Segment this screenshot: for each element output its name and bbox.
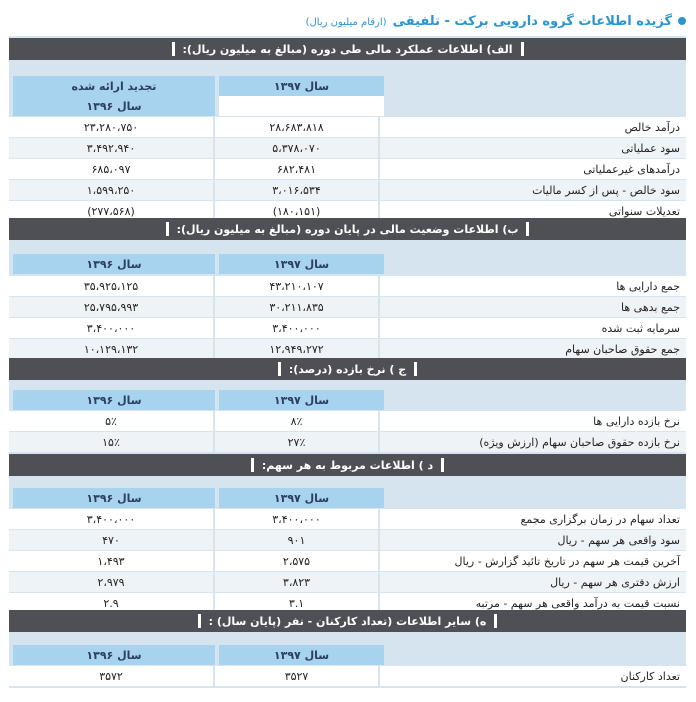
document-title [10,10,686,28]
bar-icon [414,362,417,376]
value-1397: ۹۰۱ [213,530,378,550]
row-label: درآمد خالص [378,117,686,137]
table-row [9,180,686,200]
bar-icon [441,458,444,472]
value-1397: ۳،۴۰۰،۰۰۰ [213,509,378,529]
column-header-1396: سال ۱۳۹۶ [13,254,215,274]
bar-icon [278,362,281,376]
value-1396: ۱،۵۹۹،۲۵۰ [9,180,213,200]
bullet-icon [678,17,686,25]
section-b-header [9,218,686,240]
value-1396: ۳،۴۰۰،۰۰۰ [9,318,213,338]
value-1397: ۳،۸۲۳ [213,572,378,592]
section-d-title: د ) اطلاعات مربوط به هر سهم: [261,458,434,472]
value-1397: ۳۰،۲۱۱،۸۳۵ [213,297,378,317]
table-row [9,509,686,529]
column-header-1397: سال ۱۳۹۷ [219,645,384,665]
column-header-1396: سال ۱۳۹۶ [13,96,215,116]
value-1397: ۳،۴۰۰،۰۰۰ [213,318,378,338]
section-d-header [9,454,686,476]
value-1396: ۵٪ [9,411,213,431]
table-row [9,411,686,431]
table-row [9,297,686,317]
value-1396: ۲۳،۲۸۰،۷۵۰ [9,117,213,137]
section-b-title: ب) اطلاعات وضعیت مالی در پایان دوره (مبالغ به میلیون ریال): [176,222,519,236]
row-label: سود عملیاتی [378,138,686,158]
section-e-header [9,610,686,632]
bar-icon [494,614,497,628]
value-1396: ۱،۴۹۳ [9,551,213,571]
value-1397: ۸٪ [213,411,378,431]
value-1396: ۳۵،۹۲۵،۱۲۵ [9,276,213,296]
row-label: جمع دارایی ها [378,276,686,296]
row-label: جمع بدهی ها [378,297,686,317]
row-label: ارزش دفتری هر سهم - ریال [378,572,686,592]
value-1397: ۴۳،۲۱۰،۱۰۷ [213,276,378,296]
table-row [9,666,686,686]
table-row [9,276,686,296]
row-label: سود واقعی هر سهم - ریال [378,530,686,550]
value-1397: ۶۸۲،۴۸۱ [213,159,378,179]
value-1397: ۵،۳۷۸،۰۷۰ [213,138,378,158]
value-1396: ۳،۴۰۰،۰۰۰ [9,509,213,529]
bar-icon [521,42,524,56]
row-label: نرخ بازده حقوق صاحبان سهام (ارزش ویژه) [378,432,686,452]
title-unit: (ارقام میلیون ریال) [305,17,387,28]
row-label: آخرین قیمت هر سهم در تاریخ تائید گزارش - ریال [378,551,686,571]
title-main: گزیده اطلاعات گروه دارویی برکت - تلفیقی [392,14,672,29]
column-header-1396: سال ۱۳۹۶ [13,390,215,410]
row-label: جمع حقوق صاحبان سهام [378,339,686,359]
row-label: تعداد سهام در زمان برگزاری مجمع [378,509,686,529]
row-label: سود خالص - پس از کسر مالیات [378,180,686,200]
table-row [9,117,686,137]
value-1397: ۲۷٪ [213,432,378,452]
table-row [9,159,686,179]
row-label: درآمدهای غیرعملیاتی [378,159,686,179]
column-header-1397: سال ۱۳۹۷ [219,390,384,410]
value-1397: (۱۸۰،۱۵۱) [213,201,378,221]
bar-icon [251,458,254,472]
column-header-1396: سال ۱۳۹۶ [13,645,215,665]
column-header-1397: سال ۱۳۹۷ [219,488,384,508]
bar-icon [166,222,169,236]
section-e-title: ه) سایر اطلاعات (تعداد کارکنان - نفر (پایان سال) : [208,614,487,628]
row-label: نرخ بازده دارایی ها [378,411,686,431]
value-1396: ۶۸۵،۰۹۷ [9,159,213,179]
column-header-restated: تجدید ارائه شده [13,76,215,96]
value-1396: ۴۷۰ [9,530,213,550]
bar-icon [198,614,201,628]
value-1396: (۲۷۷،۵۶۸) [9,201,213,221]
row-label: نسبت قیمت به درآمد واقعی هر سهم - مرتبه [378,593,686,613]
section-c-header [9,358,686,380]
value-1397: ۳.۱ [213,593,378,613]
value-1396: ۱۰،۱۲۹،۱۳۲ [9,339,213,359]
value-1396: ۲۵،۷۹۵،۹۹۳ [9,297,213,317]
row-label: تعدیلات سنواتی [378,201,686,221]
value-1397: ۲۸،۶۸۳،۸۱۸ [213,117,378,137]
bar-icon [526,222,529,236]
row-label: سرمایه ثبت شده [378,318,686,338]
bar-icon [172,42,175,56]
section-c-title: ج ) نرخ بازده (درصد): [288,362,407,376]
column-header-1397: سال ۱۳۹۷ [219,76,384,96]
value-1397: ۳۵۲۷ [213,666,378,686]
table-row [9,318,686,338]
value-1396: ۳،۴۹۲،۹۴۰ [9,138,213,158]
table-row [9,138,686,158]
value-1397: ۱۲،۹۴۹،۲۷۲ [213,339,378,359]
table-row [9,432,686,452]
table-row [9,551,686,571]
section-a-header [9,38,686,60]
value-1397: ۲،۵۷۵ [213,551,378,571]
table-row [9,530,686,550]
section-a-title: الف) اطلاعات عملکرد مالی طی دوره (مبالغ به میلیون ریال): [182,42,513,56]
value-1396: ۱۵٪ [9,432,213,452]
value-1396: ۲،۹۷۹ [9,572,213,592]
blank-cell [219,96,384,116]
column-header-1397: سال ۱۳۹۷ [219,254,384,274]
row-label: تعداد کارکنان [378,666,686,686]
value-1396: ۳۵۷۲ [9,666,213,686]
value-1396: ۲.۹ [9,593,213,613]
column-header-1396: سال ۱۳۹۶ [13,488,215,508]
table-row [9,339,686,359]
value-1397: ۳،۰۱۶،۵۳۴ [213,180,378,200]
table-row [9,572,686,592]
